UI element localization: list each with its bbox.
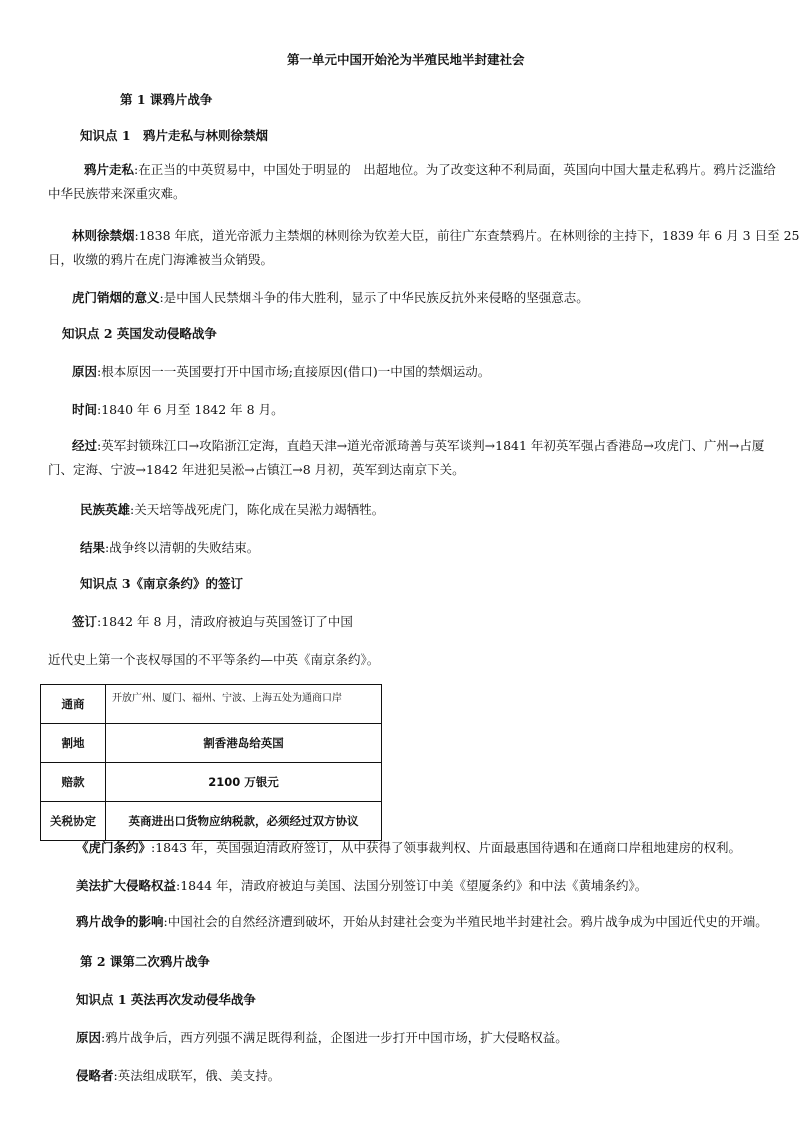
- kp2-title: 知识点 2 英国发动侵略战争: [62, 326, 217, 341]
- table-value-cell: 2100 万银元: [106, 763, 382, 802]
- lesson-2-title: 第 2 课第二次鸦片战争: [80, 954, 210, 969]
- lesson2-cause-text: :鸦片战争后，西方列强不满足既得利益，企图进一步打开中国市场，扩大侵略权益。: [101, 1030, 568, 1045]
- lesson-1-title: 第 1 课鸦片战争: [120, 92, 213, 107]
- humen-para: [72, 288, 589, 308]
- impact-para: [76, 912, 768, 932]
- smuggling-para-line1: [84, 160, 776, 180]
- cause-para: [72, 362, 490, 382]
- cause-label: 原因: [72, 364, 98, 379]
- result-para: [80, 538, 259, 558]
- table-row: [41, 724, 382, 763]
- table-key-cell: 关税协定: [41, 802, 106, 841]
- kp3-title: 知识点 3《南京条约》的签订: [80, 576, 244, 591]
- kp1-title: 知识点 1 鸦片走私与林则徐禁烟: [80, 128, 269, 143]
- invader-label: 侵略者: [76, 1068, 114, 1083]
- sign-text: :1842 年 8 月，清政府被迫与英国签订了中国: [97, 614, 353, 629]
- lesson2-cause-label: 原因: [76, 1030, 102, 1045]
- nanjing-treaty-table: [40, 684, 382, 841]
- cause-text: :根本原因一一英国要打开中国市场;直接原因(借口)一中国的禁烟运动。: [97, 364, 491, 379]
- table-key-cell: 通商: [41, 685, 106, 724]
- time-label: 时间: [72, 402, 98, 417]
- table-row: [41, 685, 382, 724]
- smuggling-text: :在正当的中英贸易中，中国处于明显的 出超地位。为了改变这种不利局面，英国向中国大量走私鸦片。鸦片泛滥给: [134, 162, 776, 177]
- impact-label: 鸦片战争的影响: [76, 914, 164, 929]
- lin-label: 林则徐禁烟: [72, 228, 135, 243]
- table-value-cell: 割香港岛给英国: [106, 724, 382, 763]
- result-label: 结果: [80, 540, 106, 555]
- sign-para-line2: 近代史上第一个丧权辱国的不平等条约—中英《南京条约》。: [48, 652, 380, 667]
- time-para: [72, 400, 284, 420]
- table-row: [41, 763, 382, 802]
- humen-label: 虎门销烟的意义: [72, 290, 160, 305]
- process-label: 经过: [72, 438, 98, 453]
- process-para-line1: [72, 436, 764, 456]
- lesson2-kp1-title: 知识点 1 英法再次发动侵华战争: [76, 992, 256, 1007]
- humen-treaty-para: [76, 838, 741, 858]
- process-text: :英军封锁珠江口→攻陷浙江定海，直趋天津→道光帝派琦善与英军谈判→1841 年初英军强占香港岛→攻虎门、广州→占厦: [97, 438, 765, 453]
- table-key-cell: 赔款: [41, 763, 106, 802]
- unit-title: 第一单元中国开始沦为半殖民地半封建社会: [287, 52, 525, 67]
- humen-treaty-text: :1843 年，英国强迫清政府签订，从中获得了领事裁判权、片面最惠国待遇和在通商口岸租地建房的权利。: [151, 840, 742, 855]
- lin-para-line1: [72, 226, 799, 246]
- hero-para: [80, 500, 384, 520]
- lin-text: :1838 年底，道光帝派力主禁烟的林则徐为钦差大臣，前往广东查禁鸦片。在林则徐的主持下，1839 年 6 月 3 日至 25: [134, 228, 800, 243]
- invader-text: :英法组成联军，俄、美支持。: [113, 1068, 281, 1083]
- usfr-para: [76, 876, 647, 896]
- hero-label: 民族英雄: [80, 502, 131, 517]
- table-key-cell: 割地: [41, 724, 106, 763]
- smuggling-label: 鸦片走私: [84, 162, 135, 177]
- humen-text: :是中国人民禁烟斗争的伟大胜利，显示了中华民族反抗外来侵略的坚强意志。: [159, 290, 589, 305]
- smuggling-para-line2: 中华民族带来深重灾难。: [48, 186, 186, 201]
- table-row: [41, 802, 382, 841]
- humen-treaty-label: 《虎门条约》: [76, 840, 152, 855]
- hero-text: :关天培等战死虎门，陈化成在吴淞力竭牺牲。: [130, 502, 385, 517]
- result-text: :战争终以清朝的失败结束。: [105, 540, 260, 555]
- impact-text: :中国社会的自然经济遭到破坏，开始从封建社会变为半殖民地半封建社会。鸦片战争成为中国近代史的开端。: [163, 914, 768, 929]
- usfr-label: 美法扩大侵略权益: [76, 878, 177, 893]
- sign-label: 签订: [72, 614, 98, 629]
- time-text: :1840 年 6 月至 1842 年 8 月。: [97, 402, 284, 417]
- usfr-text: :1844 年，清政府被迫与美国、法国分别签订中美《望厦条约》和中法《黄埔条约》。: [176, 878, 648, 893]
- invader-para: [76, 1066, 280, 1086]
- lin-para-line2: 日，收缴的鸦片在虎门海滩被当众销毁。: [48, 252, 274, 267]
- table-value-cell: 英商进出口货物应纳税款，必须经过双方协议: [106, 802, 382, 841]
- sign-para-line1: [72, 612, 353, 632]
- process-para-line2: 门、定海、宁波→1842 年进犯吴淞→占镇江→8 月初，英军到达南京下关。: [48, 462, 465, 477]
- lesson2-cause-para: [76, 1028, 568, 1048]
- table-value-cell: 开放广州、厦门、福州、宁波、上海五处为通商口岸: [106, 685, 382, 724]
